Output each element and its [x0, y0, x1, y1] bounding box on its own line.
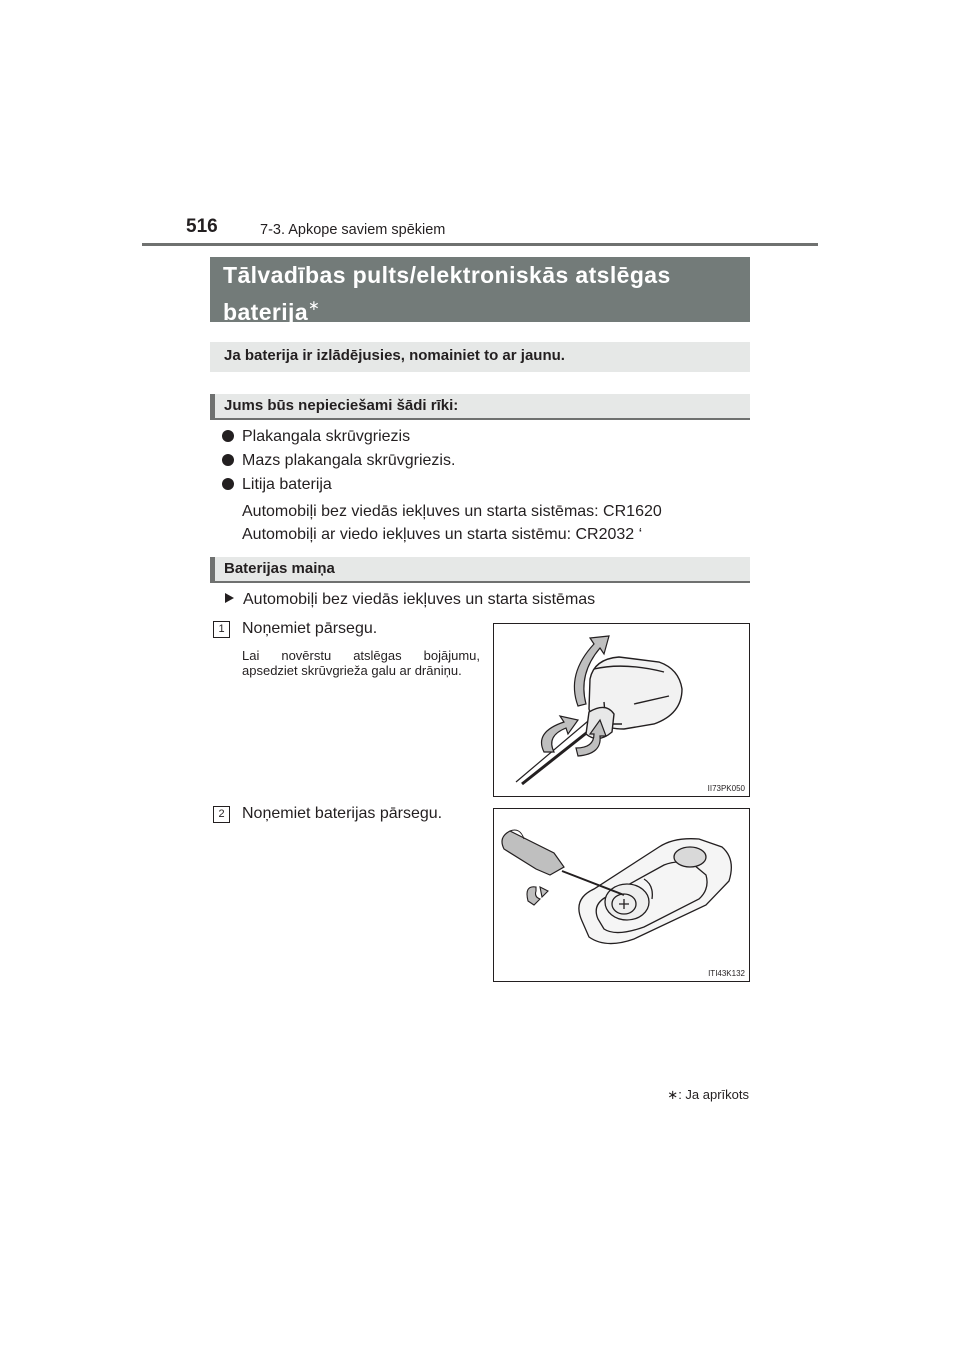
section-label: 7-3. Apkope saviem spēkiem	[260, 222, 446, 238]
footnote-mark: ∗	[667, 1087, 679, 1102]
key-cover-illustration	[494, 624, 749, 796]
figure-remove-battery-cover	[493, 808, 750, 982]
step-number: 1	[213, 621, 230, 638]
replace-heading-box	[210, 557, 750, 583]
bullet-icon	[222, 430, 234, 442]
title-line-1: Tālvadības pults/elektroniskās atslēgas	[223, 262, 671, 288]
bullet-icon	[222, 478, 234, 490]
footnote-text: : Ja aprīkots	[678, 1087, 749, 1102]
equipped-mark: ∗	[308, 297, 321, 313]
page-title	[223, 260, 671, 327]
title-banner	[210, 257, 750, 325]
triangle-arrow-icon	[225, 593, 234, 603]
tools-heading: Jums būs nepieciešami šādi rīki:	[224, 397, 459, 414]
step-note: Lai novērstu atslēgas bojājumu, apsedziet skrūvgrieža galu ar drāniņu.	[242, 648, 480, 678]
tools-heading-box	[210, 394, 750, 420]
step-text: Noņemiet pārsegu.	[242, 620, 378, 637]
figure-remove-cover	[493, 623, 750, 797]
page-number: 516	[186, 216, 218, 237]
variant-line: Automobiļi bez viedās iekļuves un starta sistēmas	[225, 591, 595, 609]
header-rule	[142, 243, 818, 246]
step-number: 2	[213, 806, 230, 823]
figure-code: II73PK050	[707, 784, 745, 793]
bullet-icon	[222, 454, 234, 466]
battery-type-line: Automobiļi ar viedo iekļuves un starta sistēmu: CR2032 ‘	[242, 526, 643, 543]
key-battery-illustration	[494, 809, 749, 981]
list-item: Mazs plakangala skrūvgriezis.	[222, 452, 455, 470]
list-item: Plakangala skrūvgriezis	[222, 428, 410, 446]
title-line-2: baterija	[223, 299, 309, 325]
figure-code: ITI43K132	[708, 969, 745, 978]
footnote	[667, 1087, 749, 1103]
intro-text: Ja baterija ir izlādējusies, nomainiet to ar jaunu.	[224, 347, 565, 364]
list-item: Litija baterija	[222, 476, 332, 494]
battery-type-line: Automobiļi bez viedās iekļuves un starta sistēmas: CR1620	[242, 503, 662, 520]
replace-heading: Baterijas maiņa	[224, 560, 335, 577]
intro-box	[210, 342, 750, 372]
step-text: Noņemiet baterijas pārsegu.	[242, 805, 443, 822]
